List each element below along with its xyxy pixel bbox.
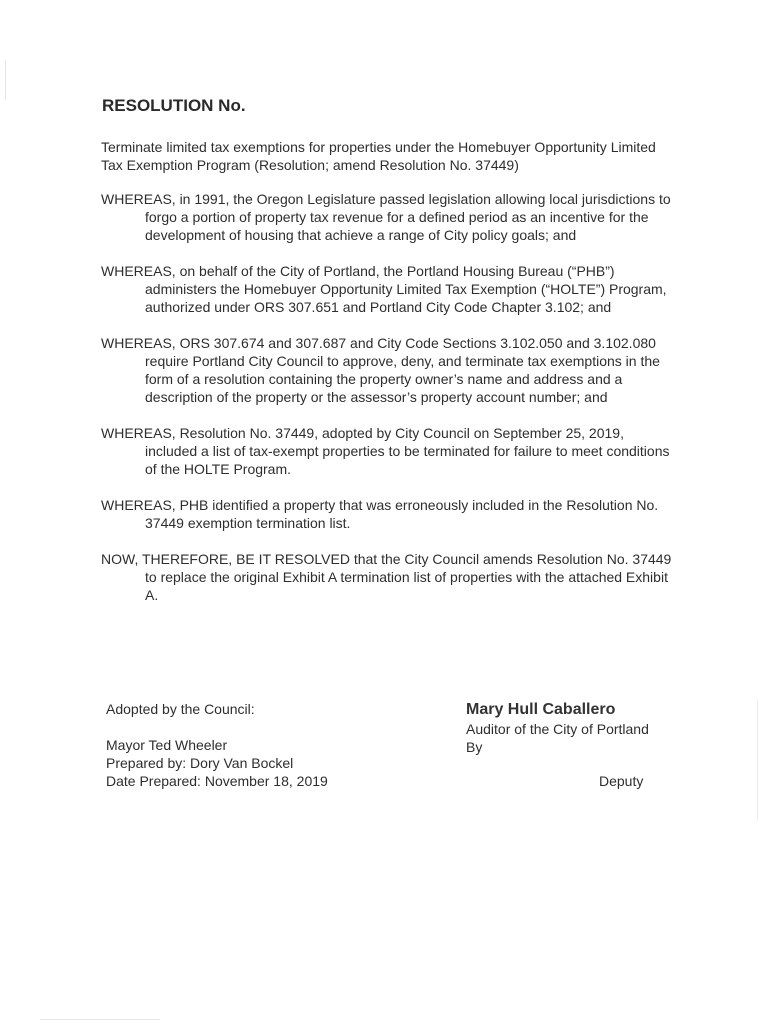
by-label: By [466, 739, 483, 755]
prepared-by: Prepared by: Dory Van Bockel [106, 755, 294, 771]
whereas-clauses [101, 190, 675, 622]
clause-2: WHEREAS, on behalf of the City of Portland, the Portland Housing Bureau (“PHB”) administers the Homebuyer Opportunity Limited Tax Exemption (“HOLTE”) Program, authorized under ORS 307.651 and Portland City Code Chapter 3.102; and [101, 263, 667, 315]
adoption-block [106, 700, 328, 790]
auditor-title: Auditor of the City of Portland [466, 721, 649, 737]
date-prepared: Date Prepared: November 18, 2019 [106, 773, 328, 789]
auditor-name: Mary Hull Caballero [466, 701, 616, 718]
clause-5: WHEREAS, PHB identified a property that was erroneously included in the Resolution No. 37449 exemption termination list. [101, 497, 659, 531]
scan-artifact [40, 1019, 160, 1020]
clause-3: WHEREAS, ORS 307.674 and 307.687 and City Code Sections 3.102.050 and 3.102.080 require Portland City Council to approve, deny, and terminate tax exemptions in the form of a resolution containing the property owner’s name and address and a description of the property or the assessor’s property account number; and [101, 335, 660, 405]
auditor-block [466, 700, 649, 756]
mayor-line: Mayor Ted Wheeler [106, 737, 228, 753]
scan-artifact [757, 700, 758, 820]
resolution-subject: Terminate limited tax exemptions for properties under the Homebuyer Opportunity Limited Tax Exemption Program (Resolution; amend Resolution No. 37449) [101, 139, 656, 173]
adopted-label: Adopted by the Council: [106, 701, 255, 717]
document-title: RESOLUTION No. [102, 96, 246, 115]
resolved-clause: NOW, THEREFORE, BE IT RESOLVED that the City Council amends Resolution No. 37449 to replace the original Exhibit A termination list of properties with the attached Exhibit A. [101, 551, 672, 603]
clause-1: WHEREAS, in 1991, the Oregon Legislature passed legislation allowing local jurisdictions to forgo a portion of property tax revenue for a defined period as an incentive for the development of housing that achieve a range of City policy goals; and [101, 191, 671, 243]
scan-artifact [5, 60, 6, 100]
deputy-label: Deputy [599, 773, 644, 789]
clause-4: WHEREAS, Resolution No. 37449, adopted by City Council on September 25, 2019, included a list of tax-exempt properties to be terminated for failure to meet conditions of the HOLTE Program. [101, 425, 670, 477]
